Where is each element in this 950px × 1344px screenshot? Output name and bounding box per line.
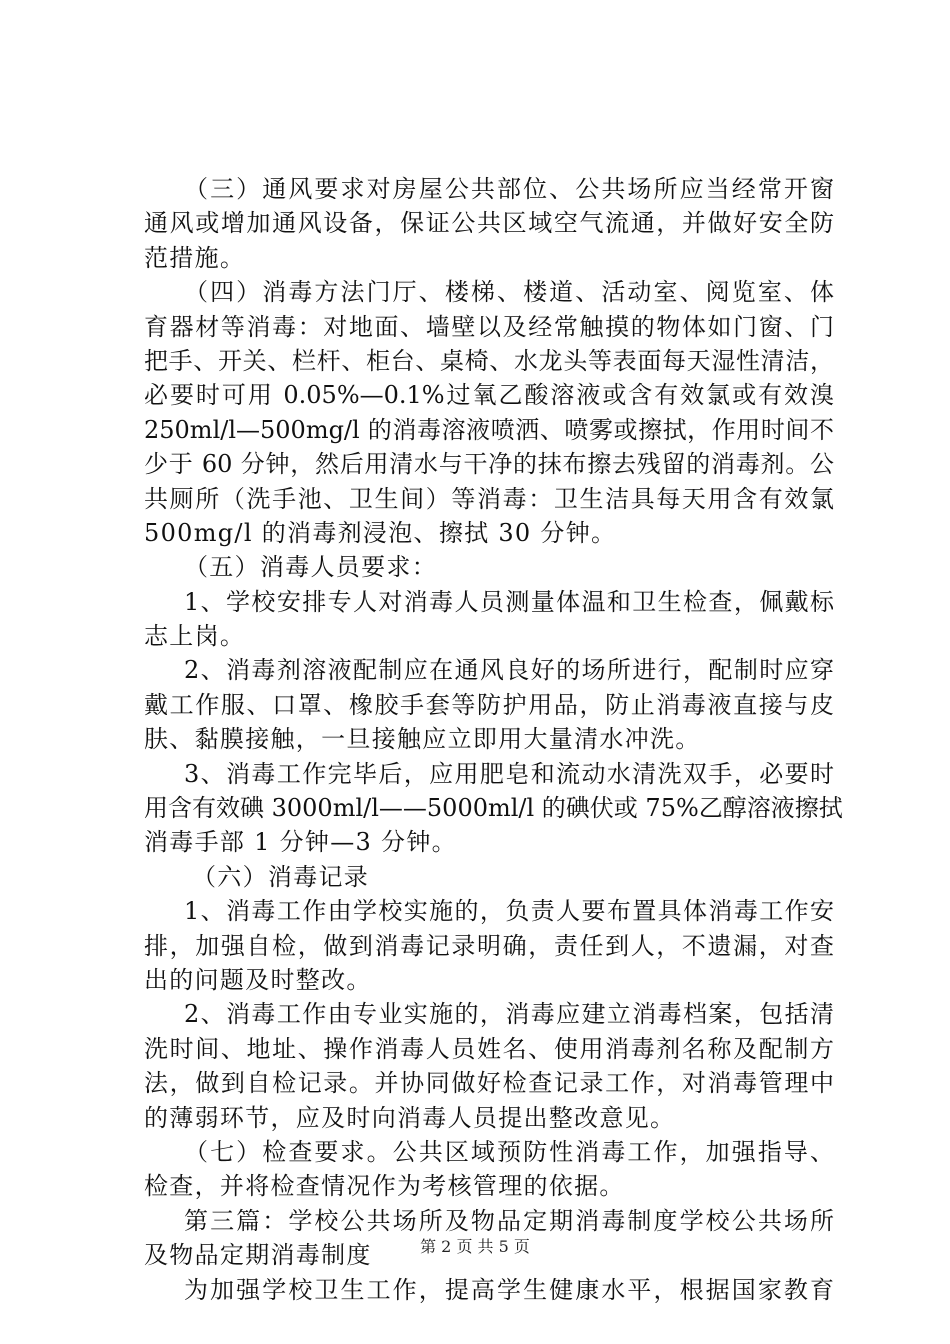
text-line: 肤、黏膜接触，一旦接触应立即用大量清水冲洗。	[144, 725, 701, 754]
text-line: 2、消毒剂溶液配制应在通风良好的场所进行，配制时应穿	[184, 656, 834, 685]
text-line: 1、消毒工作由学校实施的，负责人要布置具体消毒工作安	[184, 897, 834, 926]
text-line: 为加强学校卫生工作，提高学生健康水平，根据国家教育	[184, 1275, 834, 1304]
text-line: 通风或增加通风设备，保证公共区域空气流通，并做好安全防	[144, 209, 834, 238]
section-heading: 及物品定期消毒制度	[144, 1241, 372, 1270]
text-line: （五）消毒人员要求：	[184, 553, 437, 582]
text-line: 范措施。	[144, 243, 246, 272]
text-line: （四）消毒方法门厅、楼梯、楼道、活动室、阅览室、体	[184, 278, 834, 307]
section-heading: 第三篇：学校公共场所及物品定期消毒制度学校公共场所	[184, 1206, 834, 1235]
text-line: 500mg/l 的消毒剂浸泡、擦拭 30 分钟。	[144, 518, 617, 547]
text-line: 志上岗。	[144, 622, 246, 651]
text-line: 2、消毒工作由专业实施的，消毒应建立消毒档案，包括清	[184, 1000, 834, 1029]
text-line: 的薄弱环节，应及时向消毒人员提出整改意见。	[144, 1103, 676, 1132]
text-line: 出的问题及时整改。	[144, 965, 372, 994]
text-line: （六）消毒记录	[192, 862, 370, 891]
text-line: 用含有效碘 3000ml/l——5000ml/l 的碘伏或 75%乙醇溶液擦拭	[144, 794, 843, 823]
text-line: 3、消毒工作完毕后，应用肥皂和流动水清洗双手，必要时	[184, 759, 834, 788]
text-line: 1、学校安排专人对消毒人员测量体温和卫生检查，佩戴标	[184, 587, 834, 616]
text-line: 检查，并将检查情况作为考核管理的依据。	[144, 1172, 625, 1201]
text-line: 法，做到自检记录。并协同做好检查记录工作，对消毒管理中	[144, 1069, 834, 1098]
text-line: 250ml/l—500mg/l 的消毒溶液喷洒、喷雾或擦拭，作用时间不	[144, 415, 834, 444]
page-number-footer: 第 2 页 共 5 页	[420, 1237, 530, 1256]
text-line: 共厕所（洗手池、卫生间）等消毒：卫生洁具每天用含有效氯	[144, 484, 834, 513]
text-line: 排，加强自检，做到消毒记录明确，责任到人，不遗漏，对查	[144, 931, 834, 960]
document-body	[144, 172, 843, 1307]
text-line: 少于 60 分钟，然后用清水与干净的抹布擦去残留的消毒剂。公	[144, 450, 834, 479]
text-line: 必要时可用 0.05%—0.1%过氧乙酸溶液或含有效氯或有效溴	[144, 381, 834, 410]
text-line: （三）通风要求对房屋公共部位、公共场所应当经常开窗	[184, 175, 834, 203]
text-line: 育器材等消毒：对地面、墙壁以及经常触摸的物体如门窗、门	[144, 312, 834, 341]
text-line: 洗时间、地址、操作消毒人员姓名、使用消毒剂名称及配制方	[144, 1034, 834, 1063]
text-line: 消毒手部 1 分钟—3 分钟。	[144, 828, 457, 857]
text-line: 戴工作服、口罩、橡胶手套等防护用品，防止消毒液直接与皮	[144, 690, 834, 719]
text-line: 把手、开关、栏杆、柜台、桌椅、水龙头等表面每天湿性清洁，	[144, 346, 834, 375]
text-line: （七）检查要求。公共区域预防性消毒工作，加强指导、	[184, 1137, 834, 1166]
